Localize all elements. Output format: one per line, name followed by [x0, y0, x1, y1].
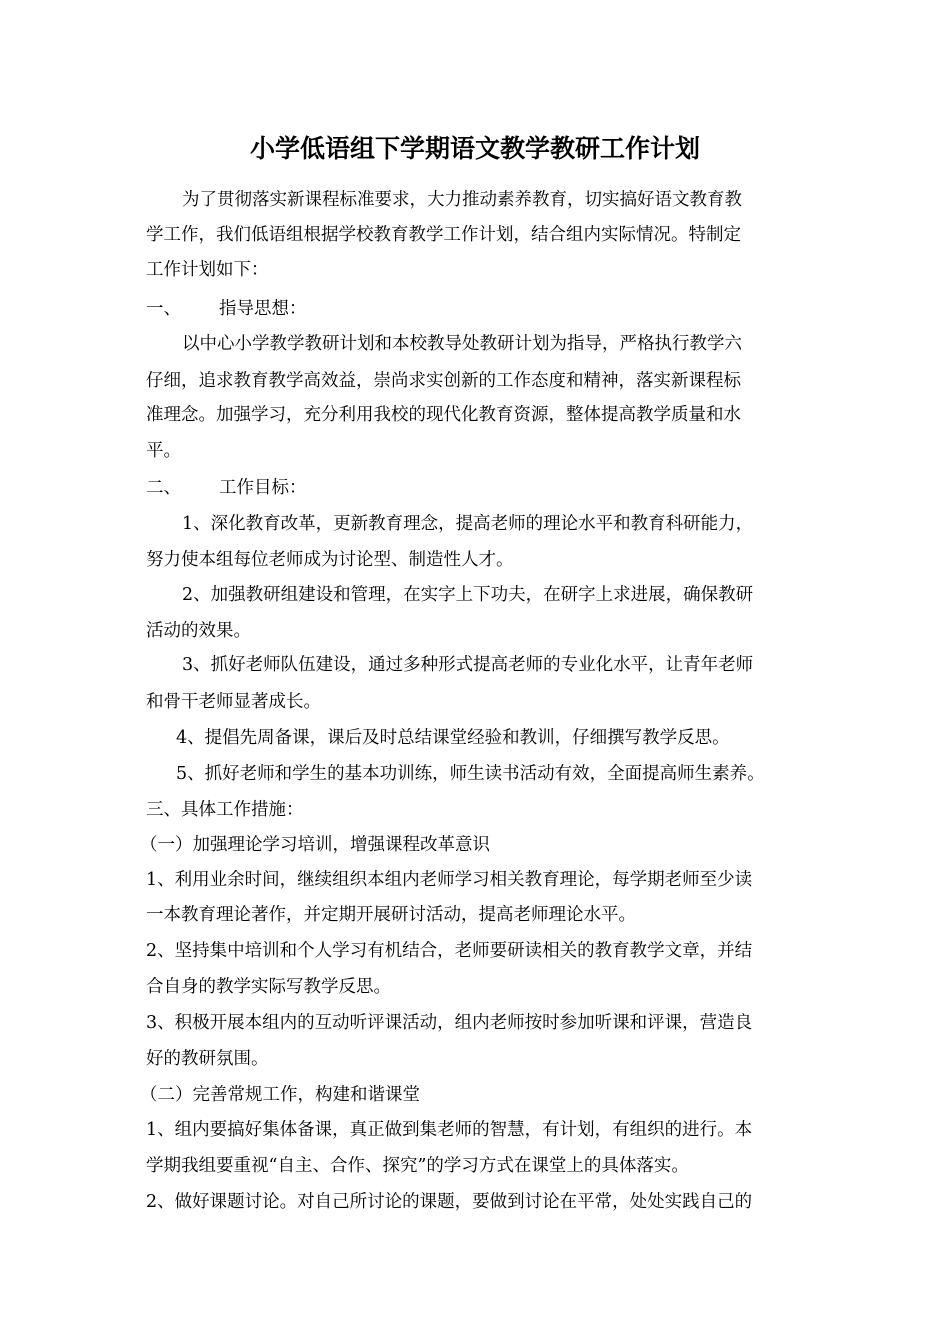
goal-5: 5、抓好老师和学生的基本功训练，师生读书活动有效，全面提高师生素养。 [176, 764, 765, 784]
measure-1-1-line-2: 一本教育理论著作，并定期开展研讨活动，提高老师理论水平。 [146, 905, 636, 925]
subsection-heading-1: （一）加强理论学习培训，增强课程改革意识 [140, 835, 490, 855]
section-number: 二、 [146, 478, 181, 498]
guiding-text-line-2: 仔细，追求教育教学高效益，崇尚求实创新的工作态度和精神，落实新课程标 [146, 371, 741, 391]
section-heading-2 [146, 471, 307, 505]
paragraph-intro-line-2: 学工作，我们低语组根据学校教育教学工作计划，结合组内实际情况。特制定 [146, 225, 741, 245]
guiding-text-line-1: 以中心小学教学教研计划和本校教导处教研计划为指导，严格执行教学六 [182, 334, 742, 354]
goal-3-line-2: 和骨干老师显著成长。 [146, 692, 321, 712]
paragraph-intro-line-3: 工作计划如下： [146, 260, 269, 280]
goal-2-line-2: 活动的效果。 [146, 621, 251, 641]
measure-2-1-line-1: 1、组内要搞好集体备课，真正做到集老师的智慧，有计划，有组织的进行。本 [146, 1120, 753, 1140]
paragraph-intro-line-1: 为了贯彻落实新课程标准要求，大力推动素养教育，切实搞好语文教育教 [182, 190, 742, 210]
measure-1-1-line-1: 1、利用业余时间，继续组织本组内老师学习相关教育理论，每学期老师至少读 [146, 870, 753, 890]
section-title: 指导思想： [219, 299, 307, 319]
goal-1-line-1: 1、深化教育改革，更新教育理念，提高老师的理论水平和教育科研能力， [182, 514, 754, 534]
goal-3-line-1: 3、抓好老师队伍建设，通过多种形式提高老师的专业化水平，让青年老师 [182, 655, 754, 675]
subsection-heading-2: （二）完善常规工作，构建和谐课堂 [140, 1085, 420, 1105]
section-title: 工作目标： [219, 478, 307, 498]
goal-4: 4、提倡先周备课，课后及时总结课堂经验和教训，仔细撰写教学反思。 [176, 728, 730, 748]
document-title: 小学低语组下学期语文教学教研工作计划 [249, 134, 700, 163]
measure-1-2-line-1: 2、坚持集中培训和个人学习有机结合，老师要研读相关的教育教学文章，并结 [146, 941, 753, 961]
section-number: 一、 [146, 299, 181, 319]
measure-1-3-line-2: 好的教研氛围。 [146, 1049, 269, 1069]
measure-2-2-line-1: 2、做好课题讨论。对自己所讨论的课题，要做到讨论在平常，处处实践自己的 [146, 1192, 753, 1212]
section-heading-3: 三、具体工作措施： [146, 800, 304, 820]
guiding-text-line-3: 准理念。加强学习，充分利用我校的现代化教育资源，整体提高教学质量和水 [146, 405, 741, 425]
section-heading-1 [146, 292, 307, 326]
goal-2-line-1: 2、加强教研组建设和管理，在实字上下功夫，在研字上求进展，确保教研 [182, 585, 754, 605]
guiding-text-line-4: 平。 [146, 441, 181, 461]
goal-1-line-2: 努力使本组每位老师成为讨论型、制造性人才。 [146, 550, 514, 570]
measure-1-3-line-1: 3、积极开展本组内的互动听评课活动，组内老师按时参加听课和评课，营造良 [146, 1013, 753, 1033]
measure-2-1-line-2: 学期我组要重视“自主、合作、探究”的学习方式在课堂上的具体落实。 [146, 1156, 689, 1176]
measure-1-2-line-2: 合自身的教学实际写教学反思。 [146, 977, 391, 997]
